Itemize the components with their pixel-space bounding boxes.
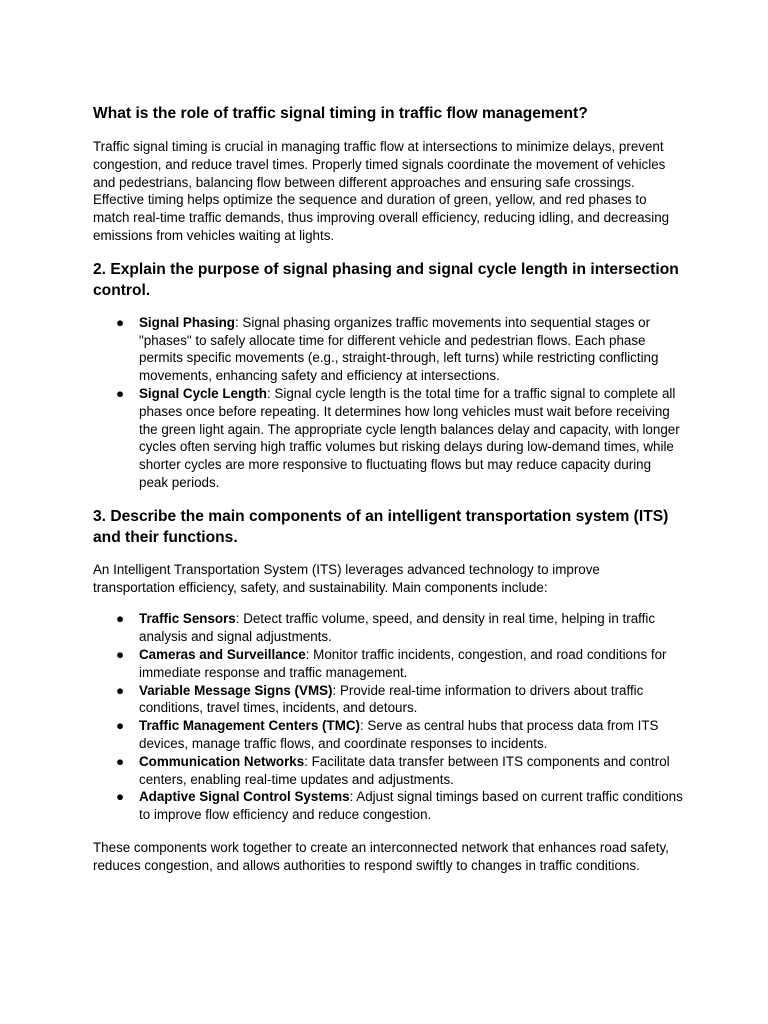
list-item-text: : Adjust signal timings based on current traffic conditions to improve flow efficiency and reduce congestion.: [139, 789, 683, 823]
list-item: [115, 314, 683, 385]
signal-bullet-list: [93, 314, 683, 492]
question-3-conclusion: These components work together to create an interconnected network that enhances road safety, reduces congestion, and allows authorities to respond swiftly to changes in traffic conditions.: [93, 839, 669, 873]
question-3-intro: An Intelligent Transportation System (ITS) leverages advanced technology to improve transportation efficiency, safety, and sustainability. Main components include:: [93, 561, 600, 595]
list-item-term: Signal Cycle Length: [139, 385, 267, 401]
list-item-term: Traffic Sensors: [139, 611, 236, 627]
question-3-heading: 3. Describe the main components of an intelligent transportation system (ITS) and their functions.: [93, 507, 669, 546]
bullet-icon: ●: [115, 753, 125, 769]
list-item-term: Traffic Management Centers (TMC): [139, 718, 360, 734]
question-2-heading: 2. Explain the purpose of signal phasing and signal cycle length in intersection control.: [93, 260, 679, 299]
list-item: [115, 788, 683, 824]
list-item: [115, 682, 683, 718]
list-item-text: : Detect traffic volume, speed, and density in real time, helping in traffic analysis and signal adjustments.: [139, 611, 656, 645]
list-item-term: Variable Message Signs (VMS): [139, 682, 333, 698]
list-item-text: : Provide real-time information to drivers about traffic conditions, travel times, incidents, and detours.: [139, 682, 644, 716]
list-item-term: Cameras and Surveillance: [139, 646, 306, 662]
bullet-icon: ●: [115, 682, 125, 698]
list-item-text: : Signal cycle length is the total time for a traffic signal to complete all phases once before repeating. It determines how long vehicles must wait before receiving the green light again. The appropriate cycle length balances delay and capacity, with longer cycles often serving high traffic volumes but risking delays during low-demand times, while shorter cycles are more responsive to fluctuating flows but may reduce capacity during peak periods.: [139, 385, 680, 490]
question-1-answer: Traffic signal timing is crucial in managing traffic flow at intersections to minimize delays, prevent congestion, and reduce travel times. Properly timed signals coordinate the movement of vehicles and pedestrians, balancing flow between different approaches and ensuring safe crossings. Effective timing helps optimize the sequence and duration of green, yellow, and red phases to match real-time traffic demands, thus improving overall efficiency, reducing idling, and decreasing emissions from vehicles waiting at lights.: [93, 139, 670, 243]
bullet-icon: ●: [115, 646, 125, 662]
bullet-icon: ●: [115, 611, 125, 627]
bullet-icon: ●: [115, 718, 125, 734]
question-1-heading: What is the role of traffic signal timing in traffic flow management?: [93, 105, 588, 122]
list-item-text: : Serve as central hubs that process data from ITS devices, manage traffic flows, and coordinate responses to incidents.: [139, 718, 659, 751]
list-item-text: : Signal phasing organizes traffic movements into sequential stages or "phases" to safely allocate time for different vehicle and pedestrian flows. Each phase permits specific movements (e.g., straight-through, left turns) while restricting conflicting movements, enhancing safety and efficiency at intersections.: [139, 314, 659, 384]
list-item-term: Signal Phasing: [139, 314, 235, 330]
list-item: [115, 646, 683, 682]
list-item: [115, 385, 683, 492]
bullet-icon: ●: [115, 385, 125, 401]
bullet-icon: ●: [115, 314, 125, 330]
list-item-text: : Monitor traffic incidents, congestion, and road conditions for immediate response and traffic management.: [139, 646, 667, 680]
list-item-term: Adaptive Signal Control Systems: [139, 789, 350, 805]
list-item: [115, 610, 683, 646]
list-item: [115, 753, 683, 789]
bullet-icon: ●: [115, 789, 125, 805]
list-item: [115, 717, 683, 753]
document-page: [93, 103, 683, 875]
list-item-term: Communication Networks: [139, 753, 305, 769]
list-item-text: : Facilitate data transfer between ITS components and control centers, enabling real-time updates and adjustments.: [139, 753, 670, 787]
its-components-list: [93, 610, 683, 824]
